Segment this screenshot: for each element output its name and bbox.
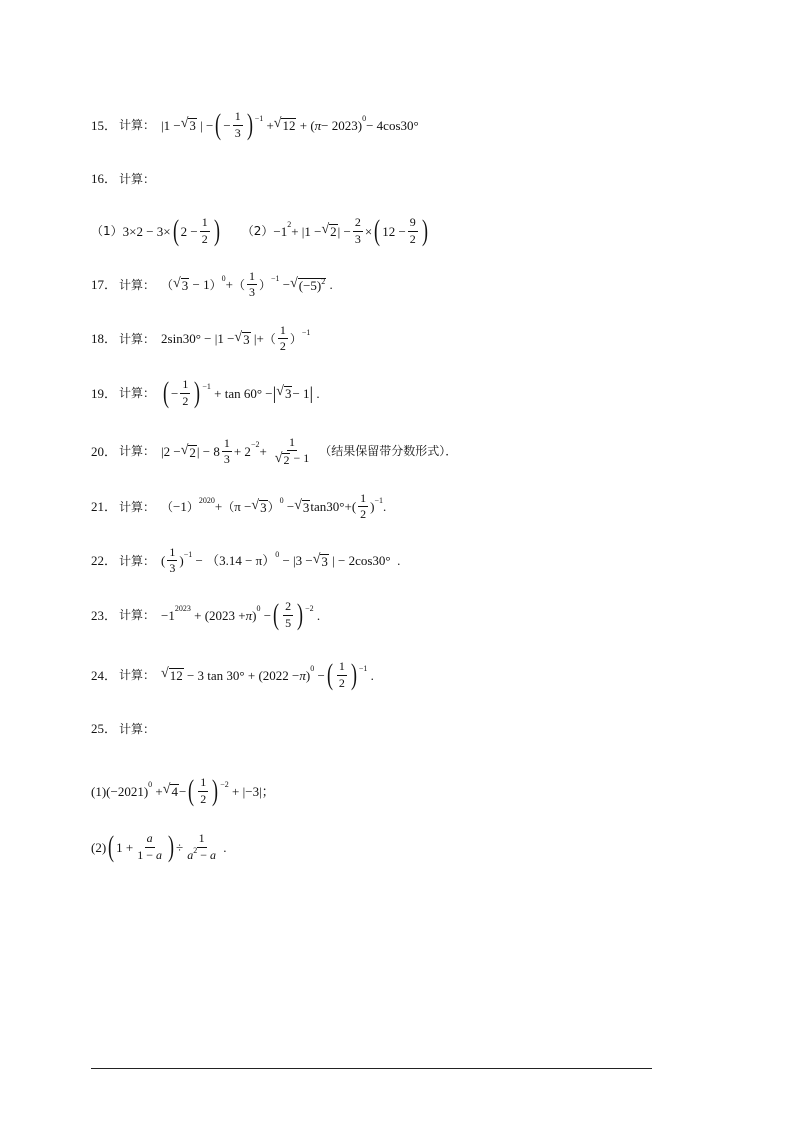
question-number: 24． bbox=[91, 667, 118, 683]
question-number: 20． bbox=[91, 443, 118, 459]
question-25 bbox=[91, 722, 161, 735]
part-2-expression: （2） −1 $^2$ + |1 − √ 2 | − $\frac{2}{3}$ × ( 12 − $\frac{9}{2}$ ) bbox=[241, 214, 428, 247]
question-label: 计算： bbox=[119, 553, 156, 568]
math-expression: |1 − √ 3 | − ( − $\frac{1}{3}$ ) $^{-1}$ + √ 12 + ( π − 2023) $^0$ − 4cos30° bbox=[161, 108, 419, 141]
question-label: 计算： bbox=[119, 171, 156, 186]
question-label: 计算： bbox=[119, 118, 156, 132]
question-number: 19． bbox=[91, 385, 118, 401]
part-1-expression: （1） 3×2 − 3× ( 2 − $\frac{1}{2}$ ) bbox=[91, 214, 220, 247]
question-21 bbox=[91, 492, 386, 521]
question-17 bbox=[91, 270, 333, 299]
question-number: 15． bbox=[91, 117, 118, 133]
question-16 bbox=[91, 172, 161, 185]
question-16-parts bbox=[91, 216, 430, 246]
question-15 bbox=[91, 110, 419, 140]
math-expression: 2sin30° − |1 − √ 3 |+ （ $\frac{1}{2}$ ） $^{-1}$ bbox=[161, 323, 311, 354]
math-expression: ( − $\frac{1}{2}$ ) $^{-1}$ + tan 60° − | √ 3 − 1 | . bbox=[163, 376, 320, 409]
question-label: 计算： bbox=[119, 668, 156, 682]
question-label: 计算： bbox=[119, 608, 156, 622]
part-2-expression: (2) ( 1 + $\frac{a}{1 - a}$ ) ÷ $\frac{1}{a^2 - a}$ . bbox=[91, 830, 227, 863]
question-18 bbox=[91, 324, 310, 353]
question-20 bbox=[91, 436, 457, 467]
footer-rule bbox=[91, 1068, 652, 1069]
question-24 bbox=[91, 660, 374, 690]
math-expression: （ √ 3 − 1 ） $^0$ + （ $\frac{1}{3}$ ） $^{-1}$ − √ $(-5)^2$ . bbox=[161, 269, 333, 300]
question-note: （结果保留带分数形式）． bbox=[319, 444, 458, 459]
question-23 bbox=[91, 600, 320, 630]
question-number: 22． bbox=[91, 553, 118, 569]
math-expression: ( $\frac{1}{3}$ ) $^{-1}$ − （3.14 − π） $^0$ − |3 − √ 3 | − 2cos30° . bbox=[161, 545, 401, 576]
question-22 bbox=[91, 546, 400, 575]
question-label: 计算： bbox=[119, 721, 156, 736]
question-number: 23． bbox=[91, 607, 118, 623]
question-label: 计算： bbox=[119, 499, 156, 514]
math-expression: √ 12 − 3 tan 30° + (2022 − π ) $^0$ − ( $\frac{1}{2}$ ) $^{-1}$ . bbox=[161, 658, 374, 691]
math-expression: −1 $^{2023}$ + (2023 + π ) $^0$ − ( $\frac{2}{5}$ ) $^{-2}$ . bbox=[161, 598, 321, 631]
question-number: 17． bbox=[91, 277, 118, 293]
question-label: 计算： bbox=[119, 444, 156, 459]
question-label: 计算： bbox=[119, 277, 156, 292]
part-1-expression: (1)(−2021) $^0$ + √ 4 − ( $\frac{1}{2}$ ) $^{-2}$ + |−3|； bbox=[91, 774, 275, 807]
question-25-part-2 bbox=[91, 832, 226, 862]
math-expression: |2 − √ 2 | − 8 $\frac{1}{3}$ + 2 $^{-2}$ + 1 √ 2 − 1 bbox=[161, 435, 310, 468]
question-number: 16． bbox=[91, 171, 118, 186]
question-label: 计算： bbox=[119, 331, 156, 346]
question-number: 18． bbox=[91, 331, 118, 347]
math-expression: （ −1 ） $^{2020}$ + （ π − √ 3 ） $^0$ − √ 3 tan30°+( $\frac{1}{2}$ ) $^{-1}$ . bbox=[161, 491, 387, 522]
question-number: 25． bbox=[91, 721, 118, 736]
question-number: 21． bbox=[91, 499, 118, 515]
question-25-part-1 bbox=[91, 776, 275, 806]
question-label: 计算： bbox=[119, 386, 156, 400]
question-19 bbox=[91, 378, 320, 408]
